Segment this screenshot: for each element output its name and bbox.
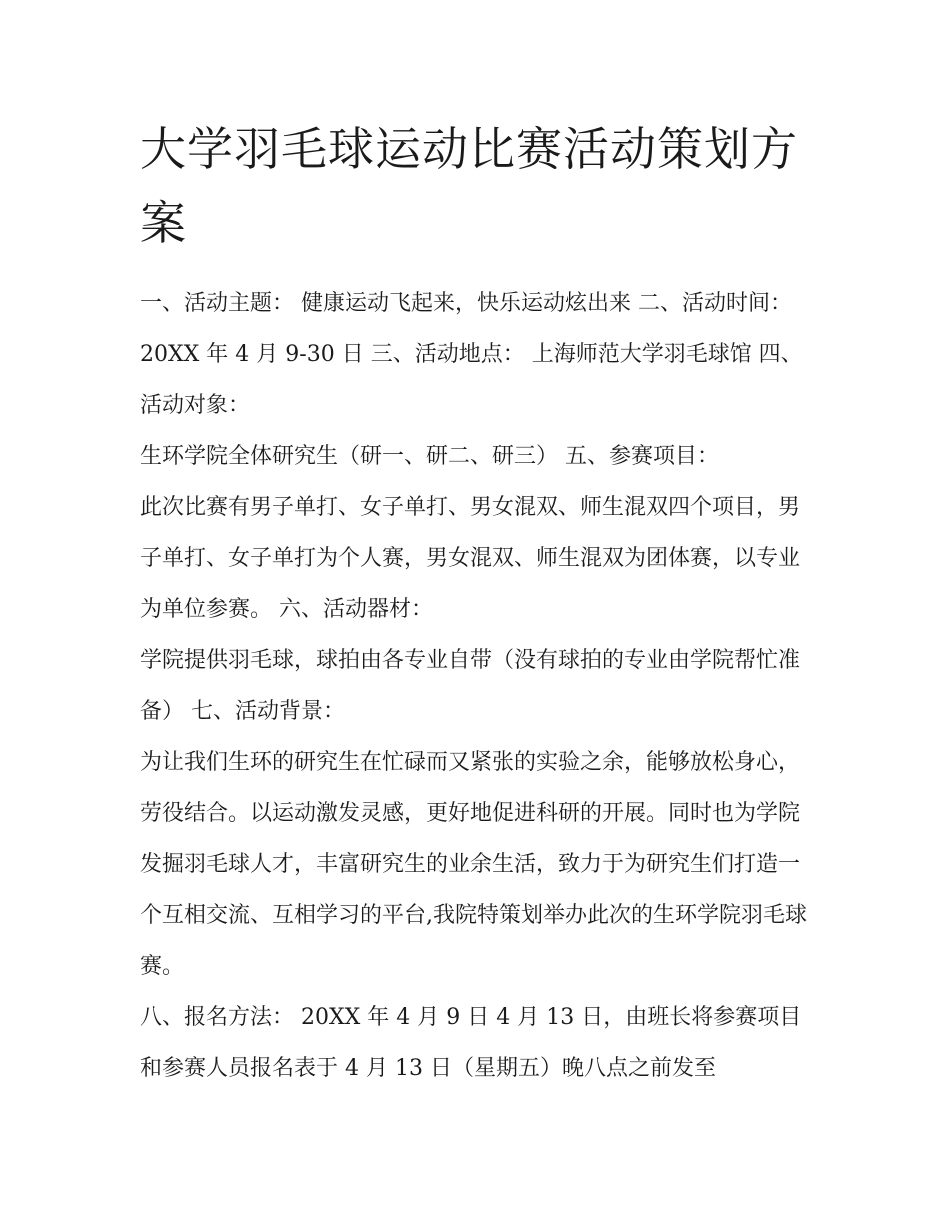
- paragraph-background: 为让我们生环的研究生在忙碌而又紧张的实验之余，能够放松身心，劳役结合。以运动激发灵感，更好地促进科研的开展。同时也为学院发掘羽毛球人才，丰富研究生的业余生活，致力于为研究生们打造一个互相交流、互相学习的平台,我院特策划举办此次的生环学院羽毛球赛。: [140, 750, 807, 979]
- document-title: 大学羽毛球运动比赛活动策划方案: [140, 122, 798, 250]
- paragraph-registration: 八、报名方法： 20XX 年 4 月 9 日 4 月 13 日，由班长将参赛项目和参赛人员报名表于 4 月 13 日（星期五）晚八点之前发至: [140, 1005, 802, 1081]
- paragraph-equipment: 学院提供羽毛球，球拍由各专业自带（没有球拍的专业由学院帮忙准备） 七、活动背景：: [140, 648, 801, 724]
- paragraph-participants: 生环学院全体研究生（研一、研二、研三） 五、参赛项目：: [140, 444, 719, 469]
- paragraph-theme-time-place: 一、活动主题： 健康运动飞起来，快乐运动炫出来 二、活动时间： 20XX 年 4 月 9-30 日 三、活动地点： 上海师范大学羽毛球馆 四、活动对象：: [140, 291, 803, 418]
- paragraph-events: 此次比赛有男子单打、女子单打、男女混双、师生混双四个项目，男子单打、女子单打为个人赛，男女混双、师生混双为团体赛，以专业为单位参赛。 六、活动器材：: [140, 495, 801, 622]
- document-body: [140, 278, 820, 1094]
